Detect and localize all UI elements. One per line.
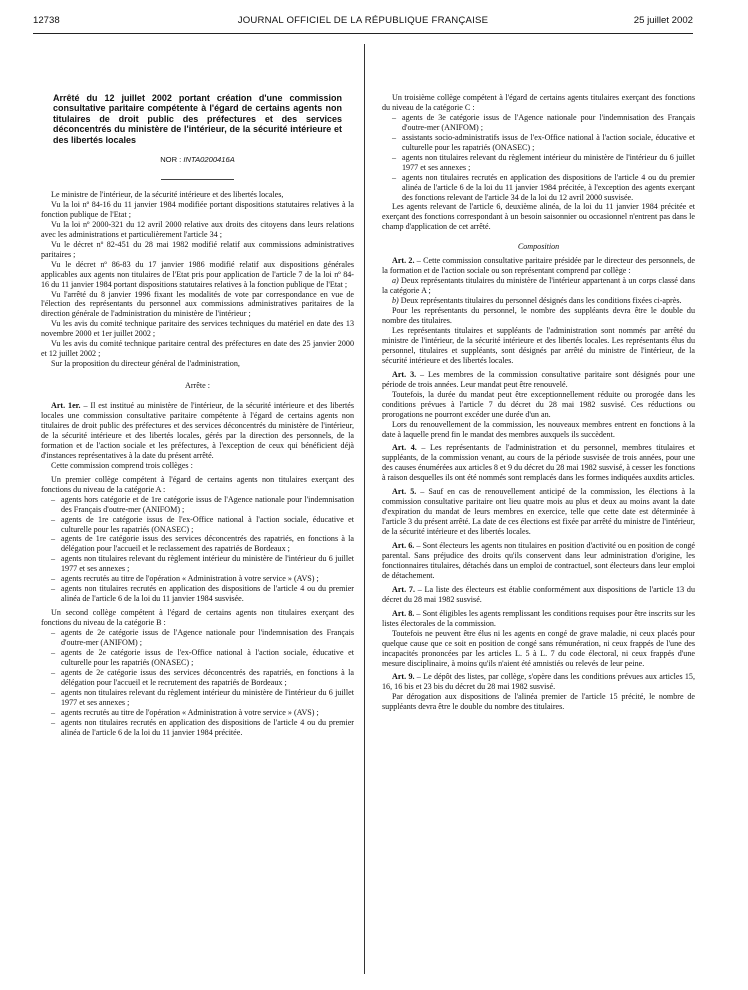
preamble-minister: Le ministre de l'intérieur, de la sécurité intérieure et des libertés locales, (51, 189, 284, 199)
article-8 (382, 609, 695, 629)
article-4-text: – Les représentants de l'administration et du personnel, membres titulaires et suppléants, de la commission venant, au cours de la période susvisée de trois années, pour une des causes énumérées aux articles 8 et 9 du décret du 28 mai 1982 susvisé, à cesser les fonctions à raison desquelles ils ont été nommés sont remplacés dans les formes indiquées auxdits articles. (382, 443, 696, 483)
item-text: Deux représentants titulaires du personnel désignés dans les conditions fixées ci-après. (398, 296, 682, 306)
preamble-proposal: Sur la proposition du directeur général de l'administration, (51, 359, 240, 369)
list-item: – agents de 1re catégorie issus des services déconcentrés des rapatriés, en fonctions à la délégation pour l'accueil et le reclassement des rapatriés de Bordeaux ; (51, 534, 354, 554)
article-6-label: Art. 6. (392, 541, 415, 551)
right-column (382, 93, 695, 712)
preamble-visa: Vu les avis du comité technique paritaire central des préfectures en date des 25 janvier 2000 et 12 juillet 2002 ; (41, 339, 354, 359)
column-divider (364, 44, 365, 974)
article-4 (382, 443, 695, 483)
article-3-text: – Les membres de la commission consultative paritaire sont désignés pour une période de trois années. Leur mandat peut être renouvelé. (382, 369, 695, 389)
article-9-label: Art. 9. (392, 672, 415, 682)
article-8-paragraph: Toutefois ne peuvent être élus ni les agents en congé de grave maladie, ni ceux placés pour quelque cause que ce soit en position de congé sans rémunération, ni ceux frappés de l'une des incapacités prononcées par les articles L. 5 à L. 7 du code électoral, ni ceux frappés d'une mesure disciplinaire, à moins qu'ils n'aient été amnistiés ou relevés de leur peine. (382, 628, 695, 668)
list-item: – agents non titulaires relevant du règlement intérieur du ministère de l'intérieur du 6 juillet 1977 et ses annexes ; (51, 554, 354, 574)
journal-title: JOURNAL OFFICIEL DE LA RÉPUBLIQUE FRANÇAISE (237, 15, 489, 26)
colleges-intro: Cette commission comprend trois collèges : (51, 460, 193, 470)
list-item: – agents recrutés au titre de l'opération « Administration à votre service » (AVS) ; (51, 574, 354, 584)
article-3-paragraph: Lors du renouvellement de la commission, les nouveaux membres entrent en fonctions à la date à laquelle prend fin le mandat des membres auxquels ils succèdent. (382, 419, 695, 439)
article-1-label: Art. 1er. (51, 401, 81, 411)
list-item: – agents non titulaires recrutés en application des dispositions de l'article 4 ou du premier alinéa de l'article 6 de la loi du 11 janvier 1984 précitée, à l'exception des agents exerçant des fonctions relevant de l'article 34 de la loi du 12 avril 2000 susvisée. (392, 173, 695, 203)
article-3-paragraph: Toutefois, la durée du mandat peut être exceptionnellement réduite ou prorogée dans les conditions prévues à l'article 7 du décret du 28 mai 1982 susvisé. Ces réductions ou prorogations ne pourront excéder une durée d'un an. (382, 389, 695, 419)
list-item: – assistants socio-administratifs issus de l'ex-Office national à l'action sociale, éducative et culturelle pour les rapatriés (ONASEC) ; (392, 133, 695, 153)
list-item: – agents de 2e catégorie issus de l'Agence nationale pour l'indemnisation des Français d'outre-mer (ANIFOM) ; (51, 628, 354, 648)
nor-label: NOR : (160, 155, 182, 165)
article-5-text: – Sauf en cas de renouvellement anticipé de la commission, les élections à la commission consultative paritaire ont lieu quatre mois au plus et deux au moins avant la date d'expiration du mandat de leurs membres en exercice, telle que cette date est déterminée à l'article 3 du présent arrêté. La date de ces élections est fixée par arrêté du ministre de l'intérieur, de la sécurité intérieure et des libertés locales. (382, 487, 695, 537)
article-1 (41, 401, 354, 461)
article-2-paragraph: Les représentants titulaires et suppléants de l'administration sont nommés par arrêté du ministre de l'intérieur, de la sécurité intérieure et des libertés locales. Les représentants élus du personnel, titulaires et suppléants, sont désignés par arrêté du ministre de l'intérieur, de la sécurité intérieure et des libertés locales. (382, 325, 695, 365)
arrete-label: Arrête : (185, 381, 210, 391)
page-header (33, 15, 693, 34)
article-8-text: – Sont éligibles les agents remplissant les conditions requises pour être inscrits sur les listes électorales de la commission. (382, 608, 695, 628)
article-7-text: – La liste des électeurs est établie conformément aux dispositions de l'article 13 du décret du 28 mai 1982 susvisé. (382, 584, 695, 604)
preamble-visa: Vu le décret nº 86-83 du 17 janvier 1986 modifié relatif aux dispositions générales applicables aux agents non titulaires de l'Etat pris pour application de l'article 7 de la loi nº 84-16 du 11 janvier 1984 portant dispositions statutaires relatives à la fonction publique de l'Etat ; (41, 259, 354, 289)
item-text: Deux représentants titulaires du ministère de l'intérieur appartenant à un corps classé dans la catégorie A ; (382, 276, 695, 296)
list-item: – agents non titulaires recrutés en application des dispositions de l'article 4 ou du premier alinéa de l'article 6 de la loi du 11 janvier 1984 précitée. (51, 718, 354, 738)
list-item: – agents non titulaires relevant du règlement intérieur du ministère de l'intérieur du 6 juillet 1977 et ses annexes ; (392, 153, 695, 173)
article-9-text: – Le dépôt des listes, par collège, s'opère dans les conditions prévues aux articles 15, 16, 16 bis et 23 bis du décret du 28 mai 1982 susvisé. (382, 672, 695, 692)
publication-date: 25 juillet 2002 (633, 15, 693, 26)
preamble-visa: Vu le décret nº 82-451 du 28 mai 1982 modifié relatif aux commissions administratives paritaires ; (41, 239, 354, 259)
article-6 (382, 541, 695, 581)
section-heading-composition: Composition (517, 242, 560, 252)
list-item: – agents hors catégorie et de 1re catégorie issus de l'Agence nationale pour l'indemnisation des Français d'outre-mer (ANIFOM) ; (51, 495, 354, 515)
seasonal-exclusion: Les agents relevant de l'article 6, deuxième alinéa, de la loi du 11 janvier 1984 précitée et exerçant des fonctions correspondant à un besoin saisonnier ou occasionnel n'entrent pas dans le champ d'application de cet arrêté. (382, 202, 695, 232)
article-2-text: – Cette commission consultative paritaire présidée par le directeur des personnels, de la formation et de l'action sociale ou son représentant comprend par collège : (382, 256, 695, 276)
college-2-intro: Un second collège compétent à l'égard de certains agents non titulaires exerçant des fonctions du niveau de la catégorie B : (41, 608, 354, 628)
list-item: – agents non titulaires relevant du règlement intérieur du ministère de l'intérieur du 6 juillet 1977 et ses annexes ; (51, 688, 354, 708)
college-2-list (41, 628, 354, 737)
item-letter: b) (392, 296, 399, 306)
college-1-intro: Un premier collège compétent à l'égard de certains agents non titulaires exerçant des fonctions du niveau de la catégorie A : (41, 474, 354, 494)
college-1-list (41, 495, 354, 604)
item-letter: a) (392, 276, 399, 286)
preamble-visa: Vu les avis du comité technique paritaire des services techniques du matériel en date des 13 novembre 2000 et 1er juillet 2002 ; (41, 319, 354, 339)
article-9 (382, 672, 695, 692)
article-8-label: Art. 8. (392, 608, 415, 618)
article-3-label: Art. 3. (392, 369, 417, 379)
preamble-visa: Vu l'arrêté du 8 janvier 1996 fixant les modalités de vote par correspondance en vue de l'élection des représentants du personnel aux commissions administratives paritaires de la direction générale de l'administration du ministère de l'intérieur ; (41, 289, 354, 319)
article-9-paragraph: Par dérogation aux dispositions de l'alinéa premier de l'article 15 précité, le nombre de suppléants devra être le double du nombre des titulaires. (382, 692, 695, 712)
article-2-paragraph: Pour les représentants du personnel, le nombre des suppléants devra être le double du nombre des titulaires. (382, 306, 695, 326)
college-3-intro: Un troisième collège compétent à l'égard de certains agents titulaires exerçant des fonctions du niveau de la catégorie C : (382, 93, 695, 112)
list-item: – agents de 1re catégorie issus de l'ex-Office national à l'action sociale, éducative et culturelle pour les rapatriés (ONASEC) ; (51, 515, 354, 535)
article-2-a (382, 276, 695, 296)
article-7-label: Art. 7. (392, 584, 415, 594)
article-3 (382, 370, 695, 390)
list-item: – agents de 2e catégorie issus des services déconcentrés des rapatriés, en fonctions à la délégation pour l'accueil et le recrutement des rapatriés de Bordeaux ; (51, 668, 354, 688)
article-2 (382, 256, 695, 276)
article-2-b (382, 296, 695, 306)
page-number: 12738 (33, 15, 60, 26)
article-7 (382, 585, 695, 605)
article-6-text: – Sont électeurs les agents non titulaires en position d'activité ou en position de congé parental. Sans préjudice des droits qu'ils conservent dans leur administration d'origine, les fonctionnaires titulaires, détachés dans un emploi de contractuel, sont électeurs dans leur emploi de détachement. (382, 541, 696, 580)
article-1-text: – Il est institué au ministère de l'intérieur, de la sécurité intérieure et des libertés locales une commission consultative paritaire compétente à l'égard de certains agents non titulaires de droit public des préfectures et des services déconcentrés du ministère de l'intérieur, de la sécurité intérieure et des libertés locales, gérés par la direction des personnels, de la formation et de l'action sociale et les préfectures, à l'exception de ceux qui bénéficient déjà d'instances représentatives à la date du présent arrêté. (41, 401, 354, 460)
article-5-label: Art. 5. (392, 487, 417, 497)
decree-title: Arrêté du 12 juillet 2002 portant création d'une commission consultative paritaire compétente à l'égard de certains agents non titulaires de droit public des préfectures et des services déconcentrés du ministère de l'intérieur, de la sécurité intérieure et des libertés locales (53, 93, 342, 145)
article-4-label: Art. 4. (392, 443, 417, 453)
preamble-visa: Vu la loi nº 2000-321 du 12 avril 2000 relative aux droits des citoyens dans leurs relations avec les administrations et particulièrement l'article 34 ; (41, 219, 354, 239)
article-5 (382, 487, 695, 537)
list-item: – agents de 3e catégorie issus de l'Agence nationale pour l'indemnisation des Français d'outre-mer (ANIFOM) ; (392, 113, 695, 133)
list-item: – agents de 2e catégorie issus de l'ex-Office national à l'action sociale, éducative et culturelle pour les rapatriés (ONASEC) ; (51, 648, 354, 668)
college-3-list (382, 113, 695, 203)
preamble-visa: Vu la loi nº 84-16 du 11 janvier 1984 modifiée portant dispositions statutaires relatives à la fonction publique de l'Etat ; (41, 199, 354, 219)
list-item: – agents non titulaires recrutés en application des dispositions de l'article 4 ou du premier alinéa de l'article 6 de la loi du 11 janvier 1984 susvisée. (51, 584, 354, 604)
list-item: – agents recrutés au titre de l'opération « Administration à votre service » (AVS) ; (51, 708, 354, 718)
article-2-label: Art. 2. (392, 256, 415, 266)
nor-code: INTA0200416A (183, 155, 235, 165)
nor-reference (41, 155, 354, 165)
left-column (41, 93, 354, 738)
